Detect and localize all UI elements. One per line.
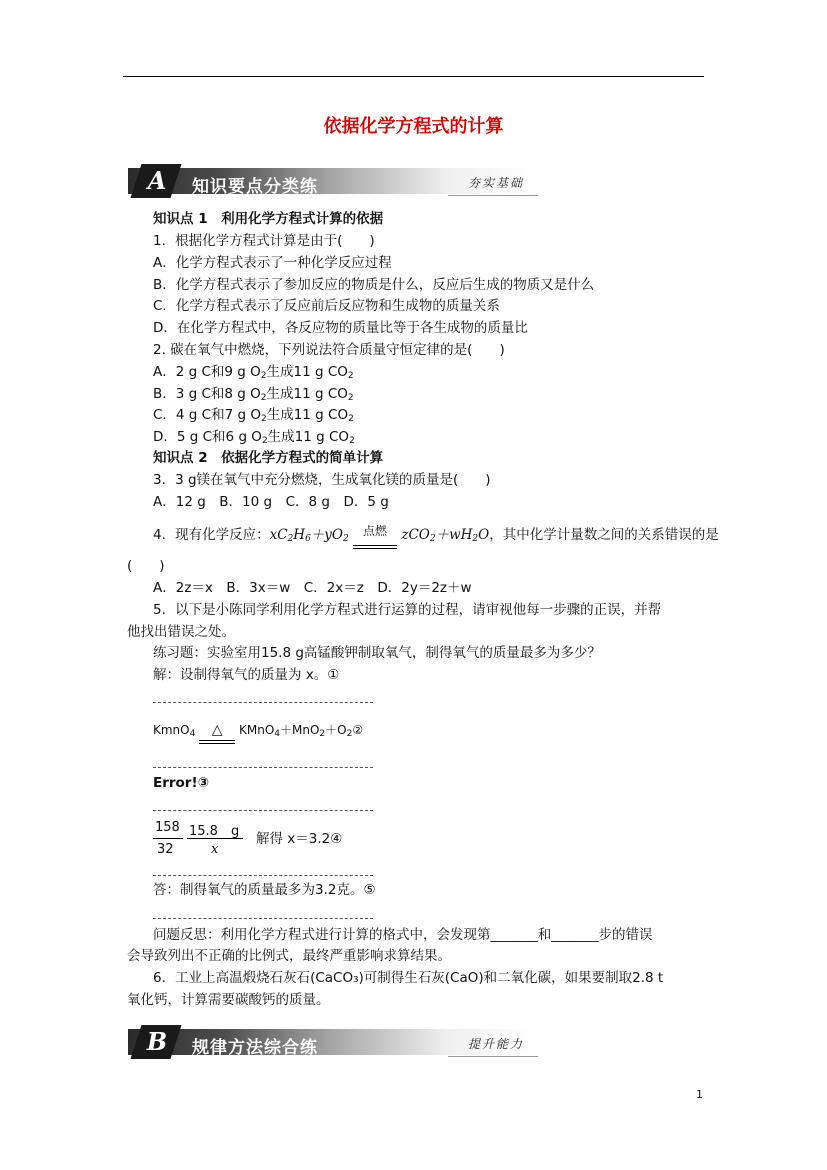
section-b-banner bbox=[128, 1025, 538, 1059]
header-rule bbox=[123, 76, 704, 77]
q2-b-mid: 生成11 g CO bbox=[266, 386, 348, 402]
knowledge-point-1: 知识点 1 利用化学方程式计算的依据 bbox=[153, 211, 384, 227]
q5-step2-equation: KmnO$_4$ △ $KMnO_4+MnO_2+O_2②$ bbox=[153, 720, 363, 744]
subscript: 2 bbox=[347, 371, 354, 381]
blank-line bbox=[153, 702, 373, 703]
q5-frac2-den: x bbox=[211, 842, 219, 857]
q2-d-pre: D．5 g C和6 g O bbox=[153, 429, 262, 445]
subscript: 2 bbox=[347, 393, 354, 403]
section-a-title: 知识要点分类练 bbox=[192, 177, 318, 197]
blank-line bbox=[153, 767, 373, 768]
q2-option-a bbox=[153, 362, 354, 386]
page-number: 1 bbox=[696, 1088, 703, 1101]
q2-d-mid: 生成11 g CO bbox=[267, 429, 350, 445]
section-b-badge: B bbox=[146, 1027, 168, 1056]
blank-line bbox=[153, 875, 373, 876]
q4-paren: ( ) bbox=[127, 558, 165, 574]
q2-b-pre: B．3 g C和8 g O bbox=[153, 386, 261, 402]
q3-stem: 3．3 g镁在氧气中充分燃烧，生成氧化镁的质量是( ) bbox=[153, 472, 491, 488]
blank-line bbox=[153, 918, 373, 919]
q4-tail: ，其中化学计量数之间的关系错误的是 bbox=[489, 527, 719, 543]
q3-options: A．12 g B．10 g C．8 g D．5 g bbox=[153, 494, 389, 510]
q2-c-pre: C．4 g C和7 g O bbox=[153, 407, 261, 423]
q1-stem: 1．根据化学方程式计算是由于( ) bbox=[153, 233, 375, 249]
q5-step3: Error!③ bbox=[153, 775, 210, 791]
q5-step2-mark: ② bbox=[352, 723, 364, 737]
q5-solve: 解得 x＝3.2④ bbox=[256, 831, 343, 847]
section-a-banner bbox=[128, 164, 538, 198]
q1-option-c: C．化学方程式表示了反应前后反应物和生成物的质量关系 bbox=[153, 298, 500, 314]
q4-condition: 点燃 bbox=[363, 524, 388, 538]
q5-reflect-line2: 会导致列出不正确的比例式，最终严重影响求算结果。 bbox=[127, 948, 451, 964]
q5-reflect-line1: 问题反思：利用化学方程式进行计算的格式中，会发现第_______和_______步的错误 bbox=[153, 927, 653, 943]
q4-lead: 4．现有化学反应： bbox=[153, 527, 270, 543]
q5-frac1-den: 32 bbox=[157, 842, 174, 857]
q1-option-a: A．化学方程式表示了一种化学反应过程 bbox=[153, 255, 392, 271]
q4-equation-right: $zCO_2+wH_2O$ bbox=[401, 527, 490, 544]
section-b-subtitle: 提升能力 bbox=[467, 1037, 524, 1051]
subscript: 2 bbox=[260, 371, 267, 381]
q5-stem-line1: 5．以下是小陈同学利用化学方程式进行运算的过程，请审视他每一步骤的正误，并帮 bbox=[153, 602, 662, 618]
q5-step2-arrow bbox=[199, 722, 235, 744]
q5-step1: 解：设制得氧气的质量为 x。① bbox=[153, 667, 340, 683]
q4-reaction-arrow bbox=[353, 524, 397, 549]
knowledge-point-2: 知识点 2 依据化学方程式的简单计算 bbox=[153, 450, 384, 466]
q4-options: A．2z＝x B．3x＝w C．2x＝z D．2y＝2z＋w bbox=[153, 580, 472, 596]
q6-line2: 氧化钙，计算需要碳酸钙的质量。 bbox=[127, 992, 330, 1008]
q5-frac2-num: 15.8 g bbox=[189, 824, 240, 839]
q5-frac1-num: 158 bbox=[155, 820, 180, 835]
subscript: 2 bbox=[349, 436, 355, 446]
q2-stem: 2. 碳在氧气中燃烧，下列说法符合质量守恒定律的是( ) bbox=[153, 342, 505, 358]
section-a-badge: A bbox=[147, 166, 167, 195]
q2-a-pre: A．2 g C和9 g O bbox=[153, 364, 261, 380]
q5-exercise: 练习题：实验室用15.8 g高锰酸钾制取氧气，制得氧气的质量最多为多少？ bbox=[153, 645, 601, 661]
q5-stem-line2: 他找出错误之处。 bbox=[127, 624, 235, 640]
q5-answer: 答：制得氧气的质量最多为3.2克。⑤ bbox=[153, 882, 376, 898]
fraction-bar bbox=[187, 838, 243, 839]
section-a-subtitle: 夯实基础 bbox=[467, 176, 524, 190]
banner-underline bbox=[448, 195, 538, 196]
blank-line bbox=[153, 810, 373, 811]
q4-stem bbox=[153, 525, 719, 549]
subscript: 2 bbox=[260, 393, 267, 403]
q2-a-mid: 生成11 g CO bbox=[266, 364, 348, 380]
q1-option-d: D．在化学方程式中，各反应物的质量比等于各生成物的质量比 bbox=[153, 320, 528, 336]
subscript: 2 bbox=[348, 414, 354, 424]
banner-underline bbox=[448, 1056, 538, 1057]
subscript: 2 bbox=[261, 436, 268, 446]
q4-equation-left: $xC_2H_6+yO_2$ bbox=[269, 527, 349, 544]
q6-line1: 6．工业上高温煅烧石灰石(CaCO₃)可制得生石灰(CaO)和二氧化碳，如果要制取2.8 t bbox=[153, 970, 664, 986]
fraction-bar bbox=[153, 838, 183, 839]
q1-option-b: B．化学方程式表示了参加反应的物质是什么，反应后生成的物质又是什么 bbox=[153, 277, 595, 293]
subscript: 2 bbox=[260, 414, 267, 424]
page-title: 依据化学方程式的计算 bbox=[323, 116, 504, 137]
q5-step2-condition: △ bbox=[211, 722, 223, 738]
section-b-title: 规律方法综合练 bbox=[192, 1038, 318, 1058]
q2-c-mid: 生成11 g CO bbox=[266, 407, 349, 423]
q2-option-c bbox=[153, 405, 354, 429]
